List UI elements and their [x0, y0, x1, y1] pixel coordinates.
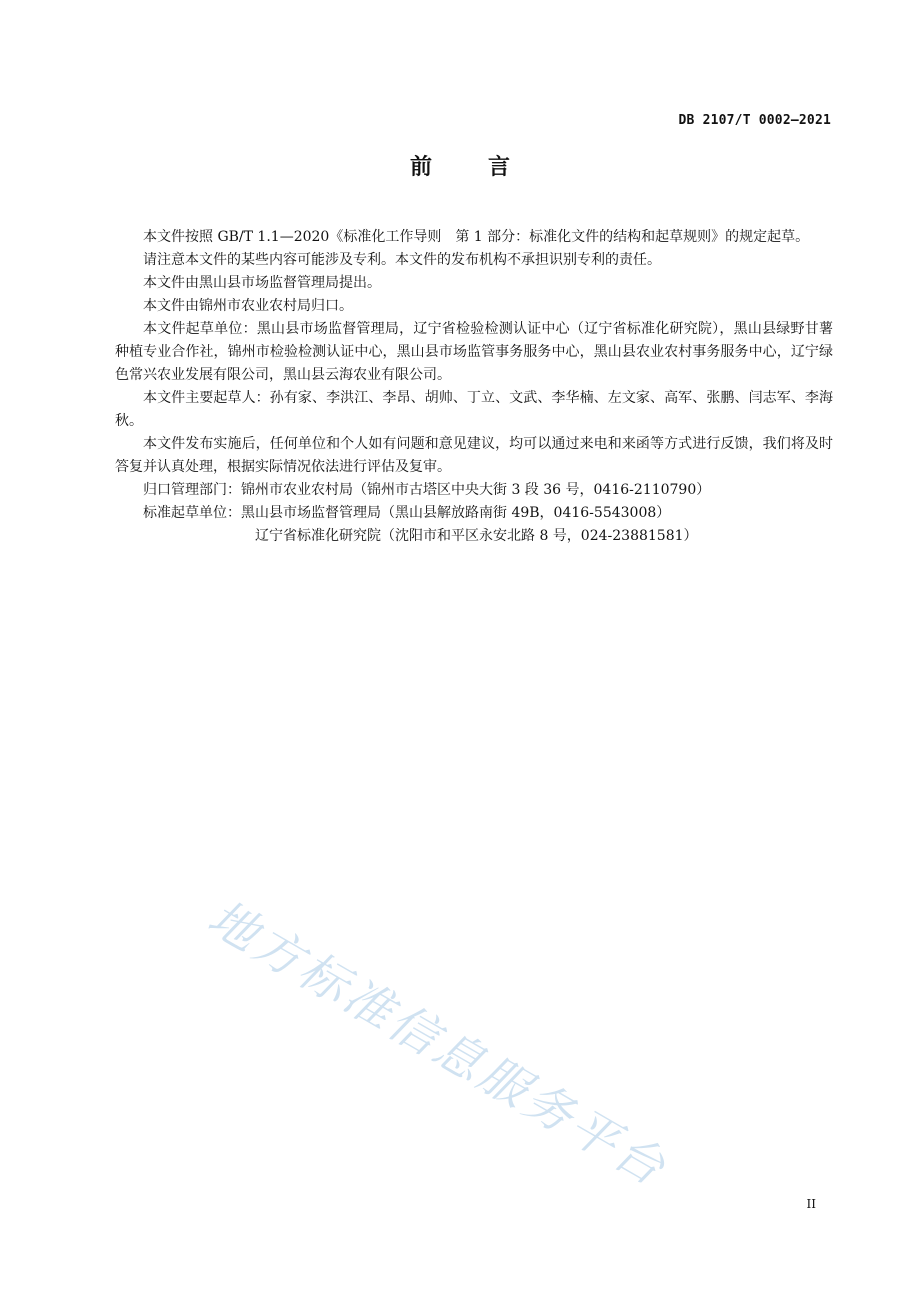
paragraph-drafting-units: 本文件起草单位：黑山县市场监督管理局，辽宁省检验检测认证中心（辽宁省标准化研究院），黑山县绿野甘薯种植专业合作社，锦州市检验检测认证中心，黑山县市场监管事务服务中心，黑山县农业农村事务服务中心，辽宁绿色常兴农业发展有限公司，黑山县云海农业有限公司。	[115, 321, 833, 383]
contact-drafting-unit: 标准起草单位：黑山县市场监督管理局（黑山县解放路南街 49B，0416-5543008）	[143, 505, 671, 521]
foreword-body	[115, 226, 833, 548]
paragraph-proposer: 本文件由黑山县市场监督管理局提出。	[143, 275, 381, 291]
page-number: II	[806, 1197, 816, 1211]
contact-admin-department: 归口管理部门：锦州市农业农村局（锦州市古塔区中央大街 3 段 36 号，0416-2110790）	[143, 482, 711, 498]
page-title: 前言	[409, 155, 566, 180]
document-code: DB 2107/T 0002—2021	[678, 113, 831, 128]
paragraph-drafting-rules: 本文件按照 GB/T 1.1—2020《标准化工作导则 第 1 部分：标准化文件的结构和起草规则》的规定起草。	[143, 229, 810, 245]
paragraph-feedback: 本文件发布实施后，任何单位和个人如有问题和意见建议，均可以通过来电和来函等方式进行反馈，我们将及时答复并认真处理，根据实际情况依法进行评估及复审。	[115, 436, 833, 475]
watermark: 地方标准信息服务平台	[198, 889, 677, 1199]
paragraph-patent-notice: 请注意本文件的某些内容可能涉及专利。本文件的发布机构不承担识别专利的责任。	[143, 252, 661, 268]
paragraph-administrator: 本文件由锦州市农业农村局归口。	[143, 298, 353, 314]
paragraph-drafters: 本文件主要起草人：孙有家、李洪江、李昂、胡帅、丁立、文武、李华楠、左文家、高军、张鹏、闫志军、李海秋。	[115, 390, 833, 429]
contact-drafting-unit-2: 辽宁省标准化研究院（沈阳市和平区永安北路 8 号，024-23881581）	[255, 528, 698, 544]
